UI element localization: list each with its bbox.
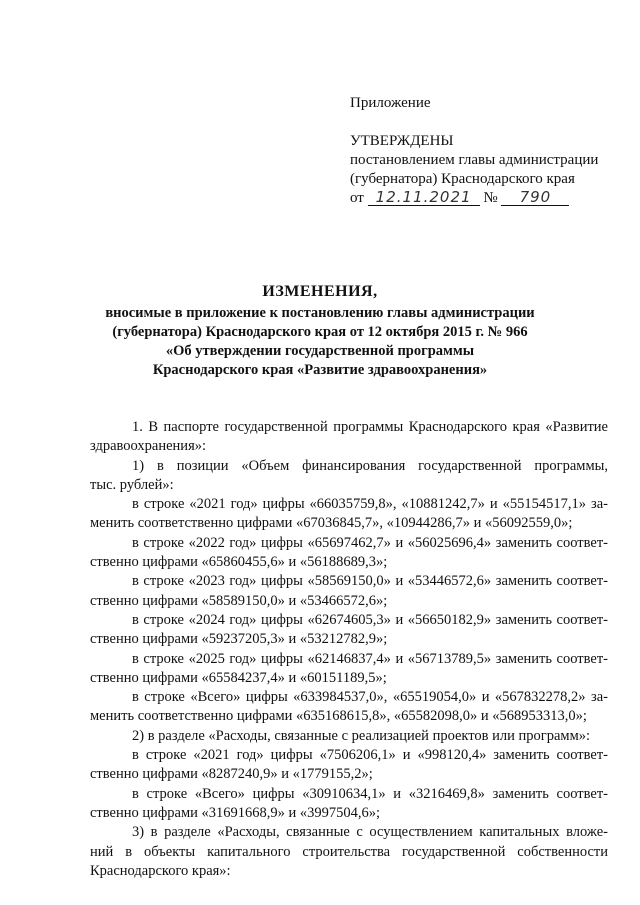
paragraph-line: 3) в разделе «Расходы, связанные с осуществлением капитальных вложе-: [132, 824, 608, 841]
paragraph-line: в строке «2022 год» цифры «65697462,7» и «56025696,4» заменить соответ-: [132, 534, 608, 551]
paragraph-line: в строке «Всего» цифры «633984537,0», «65519054,0» и «567832278,2» за-: [132, 689, 608, 706]
number-prefix: №: [483, 190, 498, 206]
paragraph-line: Краснодарского края»:: [90, 862, 231, 879]
paragraph-line: тыс. рублей»:: [90, 476, 174, 493]
paragraph-line: в строке «2024 год» цифры «62674605,3» и «56650182,9» заменить соответ-: [132, 611, 608, 628]
paragraph-line: ственно цифрами «65584237,4» и «60151189,5»;: [90, 669, 387, 686]
date-prefix: от: [350, 190, 364, 206]
paragraph-line: в строке «Всего» цифры «30910634,1» и «3216469,8» заменить соответ-: [132, 785, 608, 802]
date-number-line: [350, 189, 598, 208]
handwritten-number: 790: [501, 189, 569, 206]
paragraph-line: здравоохранения»:: [90, 438, 207, 455]
approved-by-line2: (губернатора) Краснодарского края: [350, 171, 575, 187]
paragraph-line: 2) в разделе «Расходы, связанные с реализацией проектов или программ»:: [132, 727, 591, 744]
document-title: [60, 282, 580, 380]
approval-stamp: [350, 94, 598, 208]
paragraph-line: в строке «2021 год» цифры «66035759,8», «10881242,7» и «55154517,1» за-: [132, 496, 608, 513]
paragraph-line: ственно цифрами «8287240,9» и «1779155,2»;: [90, 766, 373, 783]
title-main: ИЗМЕНЕНИЯ,: [262, 283, 378, 300]
paragraph-line: ственно цифрами «65860455,6» и «56188689,3»;: [90, 554, 388, 571]
title-line-1: вносимые в приложение к постановлению главы администрации: [105, 305, 535, 321]
title-line-2: (губернатора) Краснодарского края от 12 октября 2015 г. № 966: [112, 324, 528, 340]
title-line-4: Краснодарского края «Развитие здравоохранения»: [152, 362, 488, 378]
paragraph-line: ственно цифрами «31691668,9» и «3997504,6»;: [90, 804, 381, 821]
paragraph-line: ственно цифрами «58589150,0» и «53466572,6»;: [90, 592, 388, 609]
paragraph-line: в строке «2023 год» цифры «58569150,0» и «53446572,6» заменить соответ-: [132, 573, 608, 590]
paragraph-line: 1) в позиции «Объем финансирования государственной программы,: [132, 457, 608, 474]
approved-by-line1: постановлением главы администрации: [350, 152, 599, 168]
title-line-3: «Об утверждении государственной программы: [165, 343, 475, 359]
paragraph-line: в строке «2021 год» цифры «7506206,1» и «998120,4» заменить соответ-: [132, 747, 608, 764]
approved-label: УТВЕРЖДЕНЫ: [350, 133, 454, 149]
appendix-label: Приложение: [350, 95, 431, 111]
paragraph-line: 1. В паспорте государственной программы Краснодарского края «Развитие: [132, 419, 608, 435]
handwritten-date: 12.11.2021: [368, 189, 480, 206]
paragraph-line: ственно цифрами «59237205,3» и «53212782,9»;: [90, 631, 388, 648]
paragraph-line: менить соответственно цифрами «635168615,8», «65582098,0» и «568953313,0»;: [90, 708, 587, 725]
document-body: [90, 418, 608, 881]
paragraph-line: менить соответственно цифрами «67036845,7», «10944286,7» и «56092559,0»;: [90, 515, 573, 532]
paragraph-line: ний в объекты капитального строительства государственной собственности: [90, 843, 608, 860]
paragraph-line: в строке «2025 год» цифры «62146837,4» и «56713789,5» заменить соответ-: [132, 650, 608, 667]
